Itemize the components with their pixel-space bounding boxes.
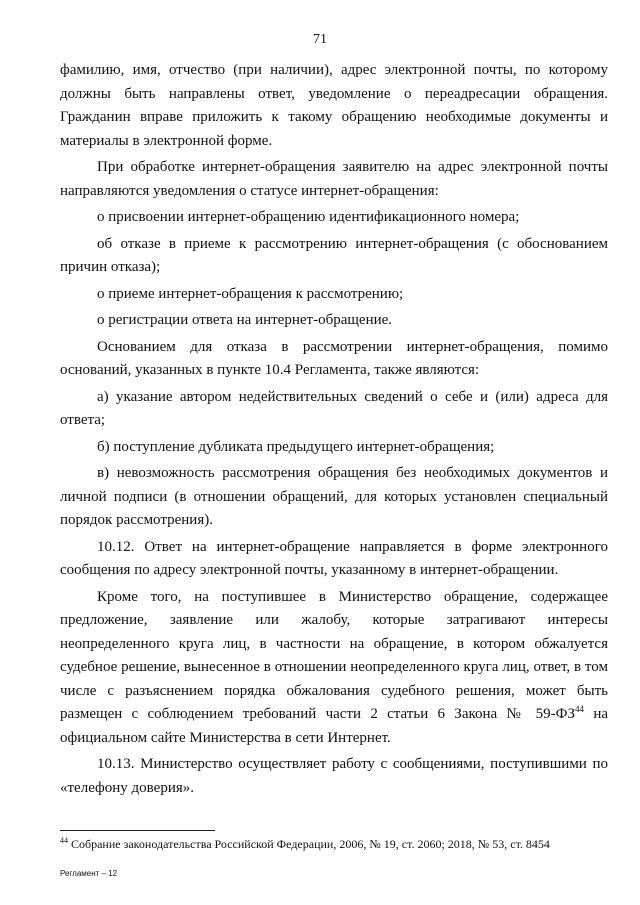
footnote xyxy=(60,833,608,852)
paragraph-text: Кроме того, на поступившее в Министерство обращение, содержащее предложение, заявление или жалобу, которые затрагивают интересы неопределенного круга лиц, в частности на обращение, в котором обжалуется судебное решение, вынесенное в отношении неопределенного круга лиц, ответ, в том числе с разъяснением порядка обжалования судебного решения, может быть размещен с соблюдением требований части 2 статьи 6 Закона № 59-ФЗ xyxy=(60,588,608,722)
paragraph: Основанием для отказа в рассмотрении интернет-обращения, помимо оснований, указанных в пункте 10.4 Регламента, также являются: xyxy=(60,338,608,378)
paragraph-with-footnote xyxy=(60,586,608,751)
footer-label: Регламент – 12 xyxy=(60,869,118,878)
list-item: об отказе в приеме к рассмотрению интернет-обращения (с обоснованием причин отказа); xyxy=(60,235,608,275)
paragraph-text-continued: на официальном сайте Министерства в сети Интернет. xyxy=(60,706,608,746)
list-item: а) указание автором недействительных сведений о себе и (или) адреса для ответа; xyxy=(60,388,608,428)
paragraph: 10.13. Министерство осуществляет работу с сообщениями, поступившими по «телефону доверия». xyxy=(60,756,608,796)
footnote-reference: 44 xyxy=(575,704,585,714)
paragraph: При обработке интернет-обращения заявителю на адрес электронной почты направляются уведомления о статусе интернет-обращения: xyxy=(60,159,608,199)
list-item: о присвоении интернет-обращению идентификационного номера; xyxy=(97,209,520,225)
body-text xyxy=(60,59,608,803)
list-item: б) поступление дубликата предыдущего интернет-обращения; xyxy=(97,438,495,455)
footnote-marker: 44 xyxy=(60,836,68,845)
page-number: 71 xyxy=(313,32,327,47)
paragraph: 10.12. Ответ на интернет-обращение направляется в форме электронного сообщения по адресу электронной почты, указанному в интернет-обращении. xyxy=(60,538,608,578)
list-item: в) невозможность рассмотрения обращения без необходимых документов и личной подписи (в отношении обращений, для которых установлен специальный порядок рассмотрения). xyxy=(60,465,608,528)
footnote-separator xyxy=(60,830,215,831)
list-item: о приеме интернет-обращения к рассмотрению; xyxy=(97,285,404,302)
paragraph: фамилию, имя, отчество (при наличии), адрес электронной почты, по которому должны быть направлены ответ, уведомление о переадресации обращения. Гражданин вправе приложить к такому обращению необходимые документы и материалы в электронной форме. xyxy=(60,62,608,149)
list-item: о регистрации ответа на интернет-обращение. xyxy=(97,312,393,328)
footnote-text: Собрание законодательства Российской Федерации, 2006, № 19, ст. 2060; 2018, № 53, ст. 8454 xyxy=(71,837,550,851)
